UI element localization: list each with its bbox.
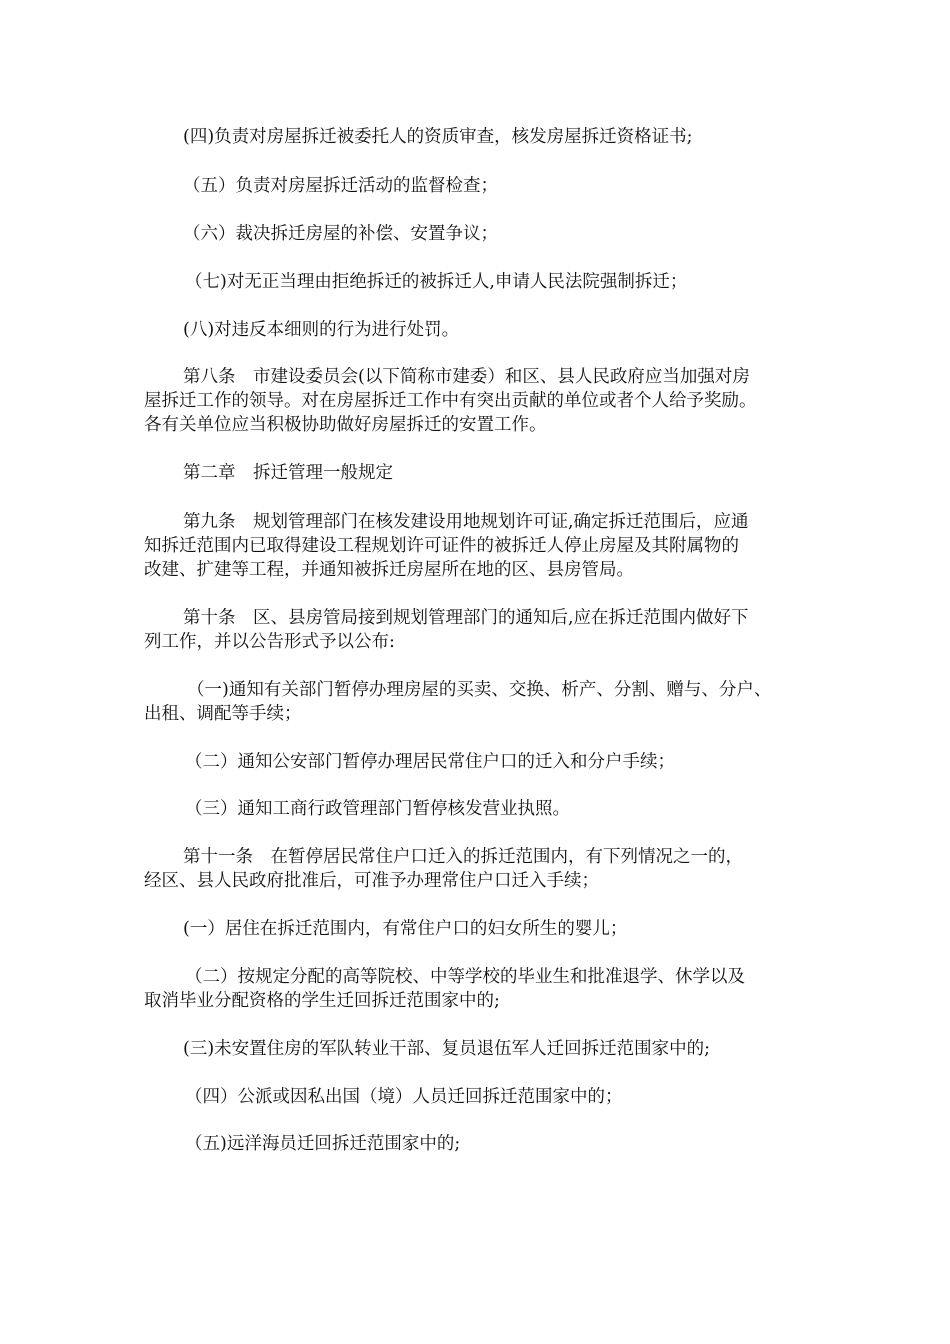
text-line: 改建、扩建等工程，并通知被拆迁房屋所在地的区、县房管局。 <box>144 560 634 580</box>
text-line: 第九条 规划管理部门在核发建设用地规划许可证,确定拆迁范围后，应通 <box>183 512 749 532</box>
article-10-item-3 <box>185 797 865 821</box>
article-11 <box>144 845 824 893</box>
text-line: 屋拆迁工作的领导。对在房屋拆迁工作中有突出贡献的单位或者个人给予奖励。 <box>144 391 757 411</box>
text-line: (四)负责对房屋拆迁被委托人的资质审查，核发房屋拆迁资格证书; <box>183 127 693 147</box>
text-line: （七)对无正当理由拒绝拆迁的被拆迁人,申请人民法院强制拆迁； <box>185 272 688 292</box>
article-11-item-3 <box>183 1037 863 1061</box>
paragraph-7 <box>185 270 865 294</box>
text-line: （五)远洋海员迁回拆迁范围家中的; <box>185 1134 461 1154</box>
text-line: 出租、调配等手续； <box>144 704 302 724</box>
paragraph-5 <box>183 174 863 198</box>
article-9 <box>144 510 824 582</box>
article-11-item-1 <box>183 917 863 941</box>
text-line: （四）公派或因私出国（境）人员迁回拆迁范围家中的； <box>185 1087 623 1107</box>
text-line: （六）裁决拆迁房屋的补偿、安置争议； <box>183 224 498 244</box>
paragraph-4 <box>183 125 863 149</box>
text-line: （二）通知公安部门暂停办理居民常住户口的迁入和分户手续； <box>185 752 675 772</box>
text-line: (三)未安置住房的军队转业干部、复员退伍军人迁回拆迁范围家中的; <box>183 1039 711 1059</box>
article-11-item-4 <box>185 1085 865 1109</box>
text-line: （二）按规定分配的高等院校、中等学校的毕业生和批准退学、休学以及 <box>185 967 745 987</box>
text-line: 第十一条 在暂停居民常住户口迁入的拆迁范围内，有下列情况之一的， <box>183 847 743 867</box>
text-line: 知拆迁范围内已取得建设工程规划许可证件的被拆迁人停止房屋及其附属物的 <box>144 536 739 556</box>
text-line: 列工作，并以公告形式予以公布: <box>144 632 395 652</box>
article-10 <box>144 606 824 654</box>
text-line: 取消毕业分配资格的学生迁回拆迁范围家中的; <box>144 991 500 1011</box>
text-line: (一）居住在拆迁范围内，有常住户口的妇女所生的婴儿； <box>183 919 628 939</box>
text-line: 经区、县人民政府批准后，可准予办理常住户口迁入手续； <box>144 871 599 891</box>
text-line: （一)通知有关部门暂停办理房屋的买卖、交换、析产、分割、赠与、分户、 <box>187 680 772 700</box>
article-11-item-5 <box>185 1132 865 1156</box>
article-11-item-2 <box>144 965 824 1013</box>
text-line: （三）通知工商行政管理部门暂停核发营业执照。 <box>185 799 570 819</box>
text-line: 第十条 区、县房管局接到规划管理部门的通知后,应在拆迁范围内做好下 <box>183 608 749 628</box>
article-8 <box>144 365 824 437</box>
text-line: （五）负责对房屋拆迁活动的监督检查； <box>183 176 498 196</box>
chapter-2-heading <box>183 461 863 485</box>
article-10-item-2 <box>185 750 865 774</box>
text-line: 第八条 市建设委员会(以下简称市建委）和区、县人民政府应当加强对房 <box>183 367 750 387</box>
paragraph-6 <box>183 222 863 246</box>
paragraph-8 <box>183 318 863 342</box>
text-line: 第二章 拆迁管理一般规定 <box>183 463 393 483</box>
text-line: (八)对违反本细则的行为进行处罚。 <box>183 320 460 340</box>
text-line: 各有关单位应当积极协助做好房屋拆迁的安置工作。 <box>144 415 547 435</box>
article-10-item-1 <box>144 678 824 726</box>
